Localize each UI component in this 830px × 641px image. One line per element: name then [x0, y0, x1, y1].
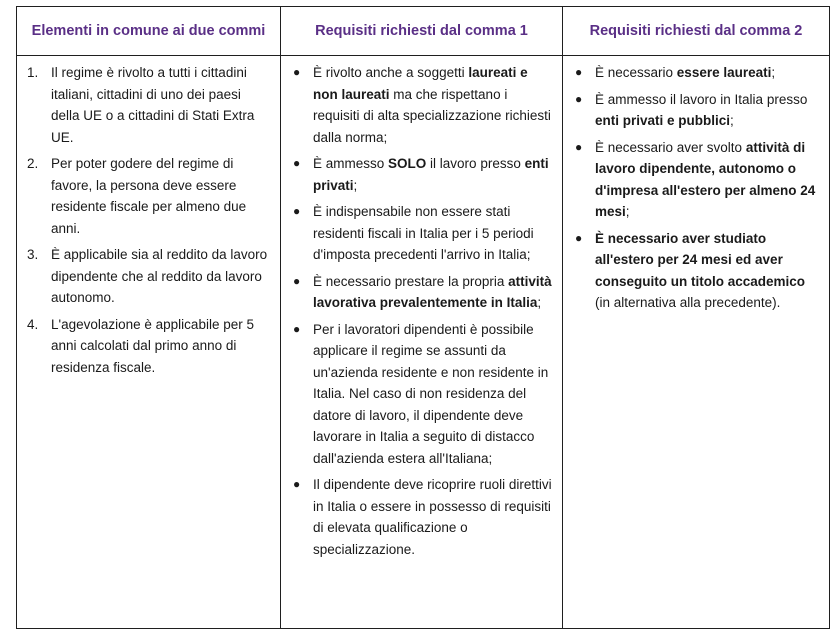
list-item: ● È ammesso il lavoro in Italia presso enti privati e pubblici; [571, 89, 821, 132]
header-comma-1: Requisiti richiesti dal comma 1 [281, 7, 563, 56]
bullet-icon: ● [575, 65, 583, 79]
list-item: ● Per i lavoratori dipendenti è possibile applicare il regime se assunti da un'azienda residente e non residente in Italia. Nel caso di non residenza del datore di lavoro, il dipendente deve lavorare in Italia a seguito di distacco dall'azienda estera all'Italiana; [289, 319, 554, 470]
bullet-icon: ● [575, 139, 583, 154]
list-item: ● Il dipendente deve ricoprire ruoli direttivi in Italia o essere in possesso di requisiti di elevata qualificazione o specializzazione. [289, 474, 554, 560]
list-item: 2. Per poter godere del regime di favore, la persona deve essere residente fiscale per almeno due anni. [27, 156, 247, 236]
bullet-icon: ● [293, 273, 301, 288]
bullet-icon: ● [575, 91, 583, 106]
comma-1-list [289, 62, 554, 560]
bullet-icon: ● [293, 204, 301, 218]
common-elements-list [25, 62, 272, 378]
header-common-elements: Elementi in comune ai due commi [17, 7, 281, 56]
header-row [17, 7, 830, 56]
bullet-icon: ● [575, 230, 583, 245]
bullet-icon: ● [293, 477, 301, 491]
requirements-table [16, 6, 830, 629]
list-item: 3. È applicabile sia al reddito da lavoro dipendente che al reddito da lavoro autonomo. [27, 247, 268, 305]
list-item: ● È necessario aver studiato all'estero per 24 mesi ed aver conseguito un titolo accademico (in alternativa alla precedente). [571, 228, 821, 314]
list-item: 1. Il regime è rivolto a tutti i cittadini italiani, cittadini di uno dei paesi della UE o a cittadini di Stati Extra UE. [27, 65, 255, 145]
bullet-icon: ● [293, 65, 301, 79]
bullet-icon: ● [293, 156, 301, 170]
list-item: 4. L'agevolazione è applicabile per 5 anni calcolati dal primo anno di residenza fiscale. [27, 316, 254, 375]
common-elements-cell [17, 56, 281, 629]
content-row [17, 56, 830, 629]
comma-2-cell [563, 56, 830, 629]
comma-1-cell [281, 56, 563, 629]
comma-2-list [571, 62, 821, 314]
list-item: ● È ammesso SOLO il lavoro presso enti privati; [289, 153, 554, 196]
bullet-icon: ● [293, 321, 301, 336]
list-item: ● È necessario prestare la propria attività lavorativa prevalentemente in Italia; [289, 271, 554, 314]
list-item: ● È rivolto anche a soggetti laureati e non laureati ma che rispettano i requisiti di alta specializzazione richiesti dalla norma; [289, 62, 554, 148]
list-item: ● È necessario essere laureati; [571, 62, 821, 84]
list-item: ● È indispensabile non essere stati residenti fiscali in Italia per i 5 periodi d'imposta precedenti l'arrivo in Italia; [289, 201, 554, 266]
list-item: ● È necessario aver svolto attività di lavoro dipendente, autonomo o d'impresa all'estero per almeno 24 mesi; [571, 137, 821, 223]
header-comma-2: Requisiti richiesti dal comma 2 [563, 7, 830, 56]
